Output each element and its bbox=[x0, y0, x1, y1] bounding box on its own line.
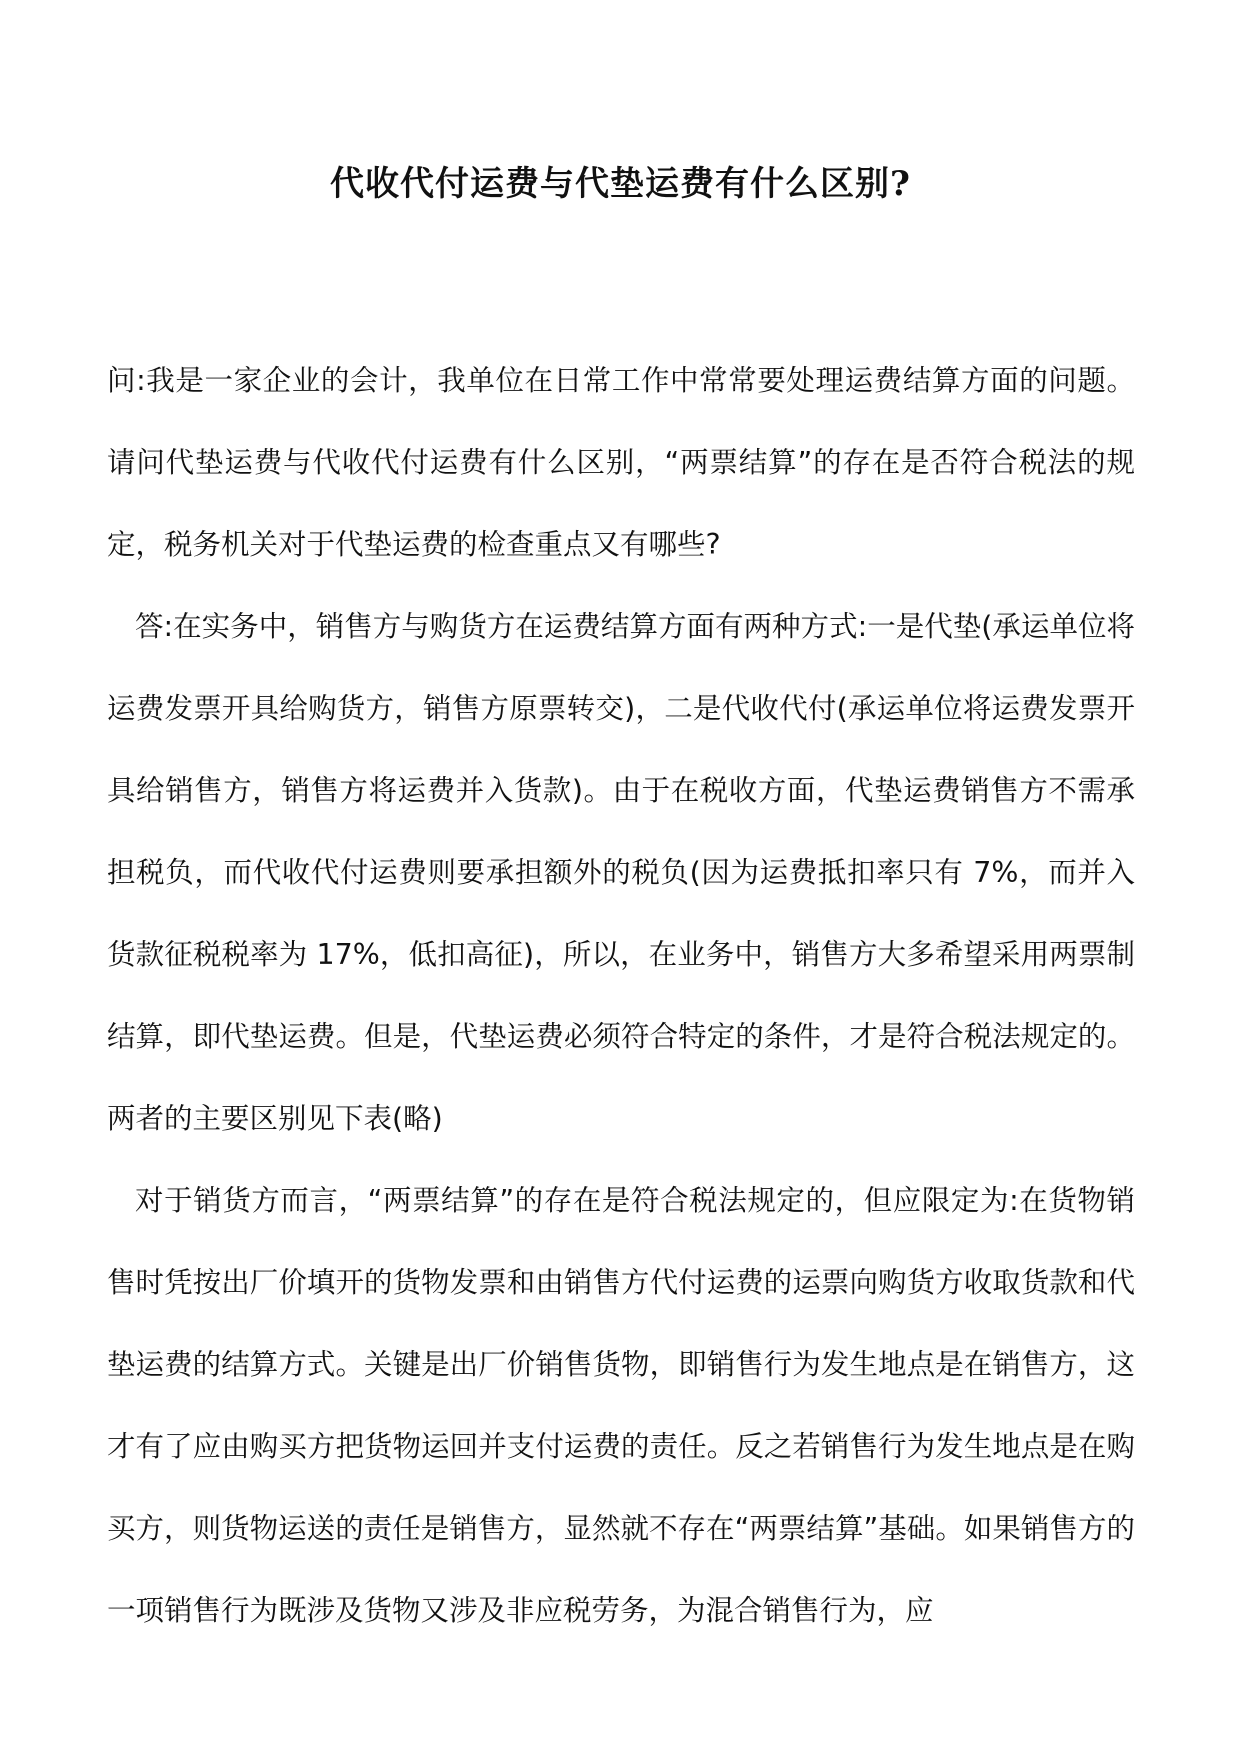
paragraph-two-ticket-settlement: 对于销货方而言，“两票结算”的存在是符合税法规定的，但应限定为:在货物销售时凭按出厂价填开的货物发票和由销售方代付运费的运票向购货方收取货款和代垫运费的结算方式。关键是出厂价销售货物，即销售行为发生地点是在销售方，这才有了应由购买方把货物运回并支付运费的责任。反之若销售行为发生地点是在购买方，则货物运送的责任是销售方，显然就不存在“两票结算”基础。如果销售方的一项销售行为既涉及货物又涉及非应税劳务，为混合销售行为，应 bbox=[107, 1184, 1135, 1627]
paragraph-answer: 答:在实务中，销售方与购货方在运费结算方面有两种方式:一是代垫(承运单位将运费发票开具给购货方，销售方原票转交)，二是代收代付(承运单位将运费发票开具给销售方，销售方将运费并入货款)。由于在税收方面，代垫运费销售方不需承担税负，而代收代付运费则要承担额外的税负(因为运费抵扣率只有 7%，而并入货款征税税率为 17%，低扣高征)，所以，在业务中，销售方大多希望采用两票制结算，即代垫运费。但是，代垫运费必须符合特定的条件，才是符合税法规定的。两者的主要区别见下表(略) bbox=[107, 610, 1135, 1135]
document-title: 代收代付运费与代垫运费有什么区别? bbox=[330, 164, 911, 204]
document-body bbox=[107, 340, 1135, 1652]
paragraph-question: 问:我是一家企业的会计，我单位在日常工作中常常要处理运费结算方面的问题。请问代垫运费与代收代付运费有什么区别，“两票结算”的存在是否符合税法的规定，税务机关对于代垫运费的检查重点又有哪些? bbox=[107, 364, 1135, 561]
